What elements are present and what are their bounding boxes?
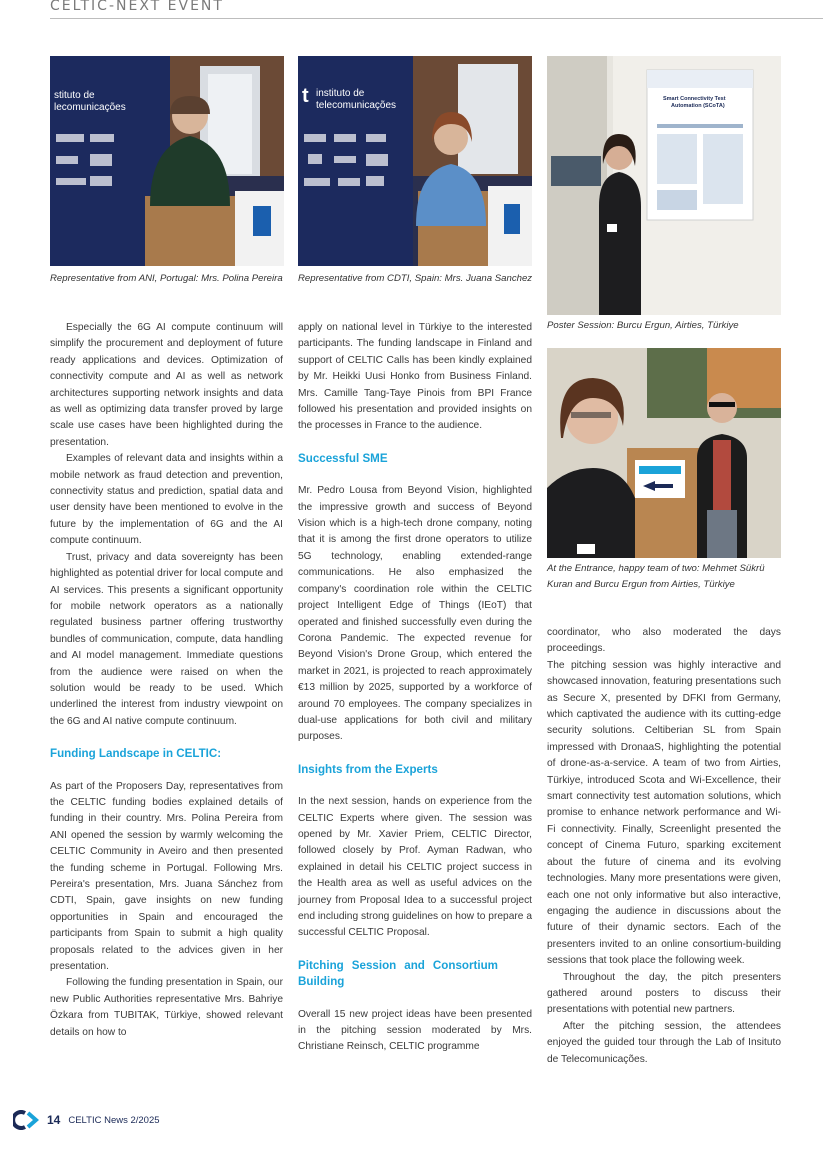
celtic-logo-icon xyxy=(13,1110,39,1130)
sign-text-line2: lecomunicações xyxy=(54,102,126,113)
page-footer xyxy=(13,1110,160,1130)
svg-text:t: t xyxy=(302,85,309,107)
paragraph: apply on national level in Türkiye to the interested participants. The funding landscape in Finland and support of CELTIC Calls has been kindly explained by Mr. Heikki Uusi Honko from Business Finland. Mrs. Camille Tang-Taye Pinois from BPI France followed his presentation and provided insights on the processes in France to the audience. xyxy=(298,322,532,432)
svg-text:Smart Connectivity Test: Smart Connectivity Test xyxy=(663,96,726,102)
paragraph: Especially the 6G AI compute continuum will simplify the procurement and deployment of future ready applications and devices. Optimization of connectivity compute and AI as well as network architectures supporting network insights and data as well as optimizing data transfer proved by large scale use cases have been highlighted during the presentation. xyxy=(50,322,283,448)
photo-caption-ani: Representative from ANI, Portugal: Mrs. Polina Pereira xyxy=(50,273,283,284)
photo-cdti-image xyxy=(298,56,532,266)
sign-text-line1: instituto de xyxy=(316,88,365,99)
photo-entrance-team xyxy=(547,348,781,558)
paragraph: After the pitching session, the attendees enjoyed the guided tour through the Lab of Insituto de Telecomunicações. xyxy=(547,1020,781,1065)
svg-text:Automation (SCoTA): Automation (SCoTA) xyxy=(671,103,725,109)
photo-caption-entrance: At the Entrance, happy team of two: Mehmet Sükrü Kuran and Burcu Ergun from Airties, Türkiye xyxy=(547,563,765,590)
paragraph: Throughout the day, the pitch presenters gathered around posters to discuss their presentations with potential new partners. xyxy=(547,971,781,1016)
paragraph: The pitching session was highly interactive and showcased innovation, featuring presentations such as Secure X, presented by DFKI from Germany, which captivated the audience with its cutting-edge security solutions. Celtiberian SL from Spain impressed with DronaaS, highlighting the potential of drone-as-a-service. A team of two from Airties, Türkiye, introduced Scota and Wi-Excellence, their smart connectivity test automation solutions, which promise to enhance network performance and Wi-Fi connectivity. Finally, Screenlight presented the concept of Cinema Futuro, sparking excitement about the future of cinema and its evolving technologies. Many more presentations were given, each one not only informative but also interactive, engaging the audience in discussions about the future of their dynamic sectors. Each of the presenters invited to an online consortium-building sessions that took place the following week. xyxy=(547,659,781,967)
article-column-1 xyxy=(50,320,283,1041)
photo-cdti-speaker xyxy=(298,56,532,266)
paragraph: In the next session, hands on experience from the CELTIC Experts where given. The session was opened by Mr. Xavier Priem, CELTIC Director, followed closely by Prof. Ayman Radwan, who explained in detail his CELTIC project success in the Health area as well as useful advices on the journey from Proposal Idea to a successful project end including strong guidelines on how to prepare a successful CELTIC Proposal. xyxy=(298,796,532,939)
paragraph: As part of the Proposers Day, representatives from the CELTIC funding bodies explained details of funding in their country. Mrs. Polina Pereira from ANI opened the session by warmly welcoming the CELTIC Community in Aveiro and then presented the funding scheme in Portugal. Following Mrs. Pereira's presentation, Mrs. Juana Sánchez from CDTI, Spain, gave insights on new funding opportunities in Spain and encouraged the participants from Spain to submit a high quality proposals related to the advices given in her presentation. xyxy=(50,780,283,973)
paragraph: Examples of relevant data and insights within a mobile network as fraud detection and prevention, connectivity status and prediction, spatial data and user density have been mentioned to evolve in the future by the implementation of 6G and the AI compute continuum. xyxy=(50,453,283,547)
section-heading-funding: Funding Landscape in CELTIC: xyxy=(50,747,222,761)
running-header xyxy=(50,0,823,19)
paragraph: coordinator, who also moderated the days proceedings. xyxy=(547,627,781,655)
photo-ani-image xyxy=(50,56,284,266)
article-column-3 xyxy=(547,625,781,1068)
paragraph: Mr. Pedro Lousa from Beyond Vision, highlighted the impressive growth and success of Beyond Vision which is a high-tech drone company, noting that it is among the first drone operators to utilize 5G technology, enabling extended-range communications. He also emphasized the company's coordination role within the CELTIC project Intelligent Edge of Things (IEoT) that operated and finished successfully even during the Corona Pandemic. The expected revenue for Beyond Vision's Drone Group, which entered the market in 2021, is projected to reach approximately €13 million by 2025, supported by a workforce of around 70 employees. The company specializes in dual-use applications for both civil and military purposes. xyxy=(298,485,532,743)
paragraph: Following the funding presentation in Spain, our new Public Authorities representative Mrs. Bahriye Özkara from TUBITAK, Türkiye, showed relevant details on how to xyxy=(50,977,283,1038)
sign-text-line1: stituto de xyxy=(54,90,95,101)
issue-label: CELTIC News 2/2025 xyxy=(68,1114,160,1126)
section-heading-experts: Insights from the Experts xyxy=(298,762,438,776)
page-number: 14 xyxy=(47,1113,61,1127)
article-column-2 xyxy=(298,320,532,1056)
photo-entrance-image xyxy=(547,348,781,558)
paragraph: Trust, privacy and data sovereignty has been highlighted as potential driver for local compute and AI services. This presents a significant opportunity for mobile network operators as a nationally regulated business partner offering trustworthy bundles of communication, compute, data handling and AI model management. Immediate questions from the audience were raised on when the solution would be ready to be used. Which underlined the interest from industry viewpoint on the 6G and AI native compute continuum. xyxy=(50,551,283,727)
photo-caption-poster: Poster Session: Burcu Ergun, Airties, Türkiye xyxy=(547,320,739,331)
photo-caption-cdti: Representative from CDTI, Spain: Mrs. Juana Sanchez xyxy=(298,273,533,284)
section-heading-sme: Successful SME xyxy=(298,451,388,465)
photo-poster-session xyxy=(547,56,781,315)
photo-ani-speaker xyxy=(50,56,284,266)
paragraph: Overall 15 new project ideas have been presented in the pitching session moderated by Mrs. Christiane Reinsch, CELTIC programme xyxy=(298,1008,532,1053)
section-title: CELTIC-NEXT EVENT xyxy=(50,0,224,14)
section-heading-pitching: Pitching Session and Consortium Building xyxy=(298,958,498,989)
sign-text-line2: telecomunicações xyxy=(316,100,397,111)
photo-poster-image xyxy=(547,56,781,315)
